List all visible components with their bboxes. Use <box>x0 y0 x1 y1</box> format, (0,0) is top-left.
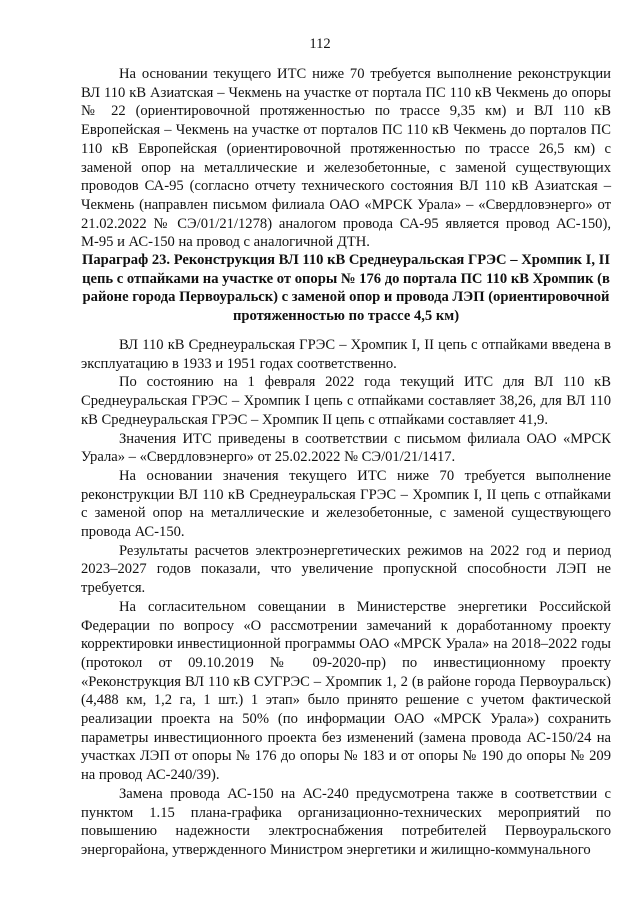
intro-block <box>81 65 611 252</box>
paragraph-meeting-decision: На согласительном совещании в Министерстве энергетики Российской Федерации по вопросу «О рассмотрении замечаний к доработанному проекту корректировки инвестиционной программы ОАО «МРСК Урала» на 2018–2022 годы (протокол от 09.10.2019 № 09-2020-пр) по инвестиционному проекту «Реконструкция ВЛ 110 кВ СУГРЭС – Хромпик 1, 2 (в районе города Первоуральск) (4,488 км, 1,2 га, 1 шт.) 1 этап» было принято решение с учетом фактической реализации проекта на 50% (по информации ОАО «МРСК Урала») сохранить параметры инвестиционного проекта без изменений (замена провода АС-150/24 на участках ЛЭП от опоры № 176 до опоры № 183 и от опоры № 190 до опоры № 209 на провод АС-240/39). <box>81 598 611 784</box>
paragraph-commissioning: ВЛ 110 кВ Среднеуральская ГРЭС – Хромпик I, II цепь с отпайками введена в эксплуатацию в 1933 и 1951 годах соответственно. <box>81 337 611 372</box>
paragraph-wire-replacement: Замена провода АС-150 на АС-240 предусмотрена также в соответствии с пунктом 1.15 плана-графика организационно-технических мероприятий по повышению надежности электроснабжения потребителей Первоуральского энергорайона, утвержденного Министром энергетики и жилищно-коммунального <box>81 785 611 858</box>
section-heading: Параграф 23. Реконструкция ВЛ 110 кВ Среднеуральская ГРЭС – Хромпик I, II цепь с отпайками на участке от опоры № 176 до портала ПС 110 кВ Хромпик (в районе города Первоуральск) с заменой опор и провода ЛЭП (ориентировочной протяженностью по трассе 4,5 км) <box>81 252 611 325</box>
paragraph-its-values: По состоянию на 1 февраля 2022 года текущий ИТС для ВЛ 110 кВ Среднеуральская ГРЭС – Хромпик I цепь с отпайками составляет 38,26, для ВЛ 110 кВ Среднеуральская ГРЭС – Хромпик II цепь с отпайками составляет 41,9. <box>81 374 611 428</box>
paragraph-reconstruction-need: На основании значения текущего ИТС ниже 70 требуется выполнение реконструкции ВЛ 110 кВ Среднеуральская ГРЭС – Хромпик I, II цепь с отпайками с заменой опор на металлические и железобетонные, с заменой существующего провода АС-150. <box>81 467 611 541</box>
paragraph-mode-calculations: Результаты расчетов электроэнергетических режимов на 2022 год и период 2023–2027 годов показали, что увеличение пропускной способности ЛЭП не требуется. <box>81 542 611 597</box>
paragraph-its-source: Значения ИТС приведены в соответствии с письмом филиала ОАО «МРСК Урала» – «Свердловэнерго» от 25.02.2022 № СЭ/01/21/1417. <box>81 430 611 466</box>
page-number: 112 <box>309 36 331 52</box>
intro-paragraph: На основании текущего ИТС ниже 70 требуется выполнение реконструкции ВЛ 110 кВ Азиатская – Чекмень на участке от портала ПС 110 кВ Чекмень до опоры № 22 (ориентировочной протяженностью по трассе 9,35 км) и ВЛ 110 кВ Европейская – Чекмень на участке от порталов ПС 110 кВ Чекмень до порталов ПС 110 кВ Европейская (ориентировочной протяженностью по трассе 26,5 км) с заменой опор на металлические и железобетонные, с заменой существующих проводов СА-95 (согласно отчету технического состояния ВЛ 110 кВ Азиатская – Чекмень (направлен письмом филиала ОАО «МРСК Урала» – «Свердловэнерго» от 21.02.2022 № СЭ/01/21/1278) аналогом провода СА-95 является провод АС-150), М-95 и АС-150 на провод с аналогичной ДТН. <box>81 66 611 251</box>
section-body <box>81 336 611 860</box>
